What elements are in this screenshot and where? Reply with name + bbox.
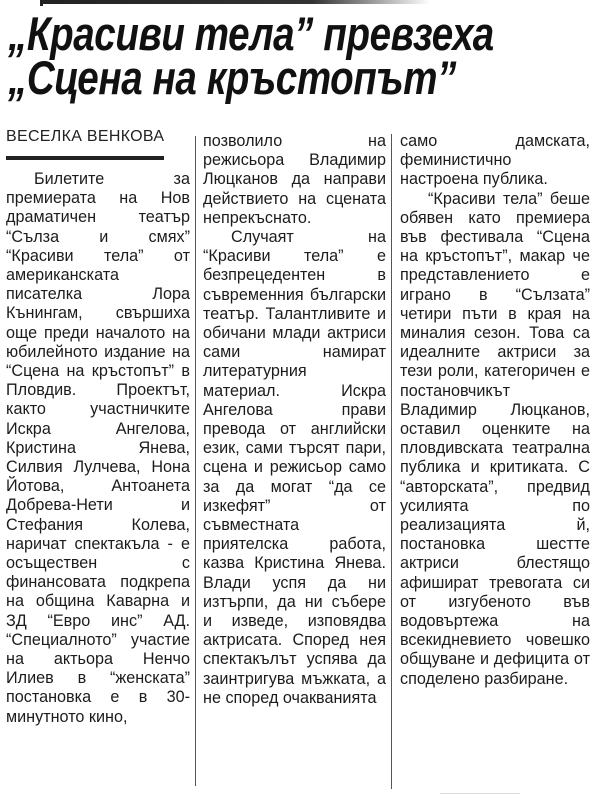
byline: ВЕСЕЛКА ВЕНКОВА	[6, 128, 165, 145]
headline-line-2: „Сцена на кръстопът”	[8, 51, 457, 104]
column-3	[400, 132, 590, 689]
paragraph: Случаят на “Красиви тела” е безпрецедентен в съвременния български театър. Талантливите и обичани млади актриси сами намират литературния материал. Искра Ангелова прави превода от английски език, сами търсят пари, сцена и режисьор само за да могат “да се изкефят” от съвместната приятелска работа, казва Кристина Янева. Влади успя да ни изтърпи, да ни събере и изведе, изповядва актрисата. Според нея спектакълът успява да заинтригува мъжката, а не според очакванията	[203, 228, 386, 707]
paragraph: “Красиви тела” беше обявен като премиера във фестивала “Сцена на кръстопът”, макар че представлението е играно в “Сълзата” четири пъти в края на миналия сезон. Това са идеалните актриси за тези роли, категоричен е постановчикът Владимир Люцканов, оставил оценките на пловдивската театрална публика и критиката. С “авторската”, предвид усилията по реализацията й, постановка шестте актриси блестящо афишират тревогата си от изгубеното във водовъртежа на всекидневието човешко общуване и дефицита от споделено разбиране.	[400, 189, 590, 688]
paragraph: позволило на режисьора Владимир Люцканов да направи действието на сцената непрекъснато.	[203, 132, 386, 227]
column-1	[6, 170, 190, 727]
column-divider	[195, 136, 196, 786]
headline-line-1: „Красиви тела” превзеха	[8, 7, 494, 60]
top-rule	[40, 0, 430, 4]
scan-artifact	[440, 793, 520, 794]
paragraph: Билетите за премиерата на Нов драматичен театър “Сълза и смях” “Красиви тела” от американската писателка Лора Кънингам, свършиха още преди началото на юбилейното издание на “Сцена на кръстопът” в Пловдив. Проектът, както участничките Искра Ангелова, Кристина Янева, Силвия Лулчева, Нона Йотова, Антоанета Добрева-Нети и Стефания Колева, наричат спектакъла - е осъществен с финансовата подкрепа на община Каварна и ЗД “Евро инс” АД. “Специалното” участие на актьора Ненчо Илиев в “женската” постановка е в 30-минутното кино,	[6, 170, 190, 726]
headline	[8, 7, 494, 104]
paragraph: само дамската, феминистично настроена публика.	[400, 132, 590, 189]
byline-rule	[6, 156, 164, 160]
column-divider	[391, 134, 392, 789]
column-2	[203, 132, 386, 708]
